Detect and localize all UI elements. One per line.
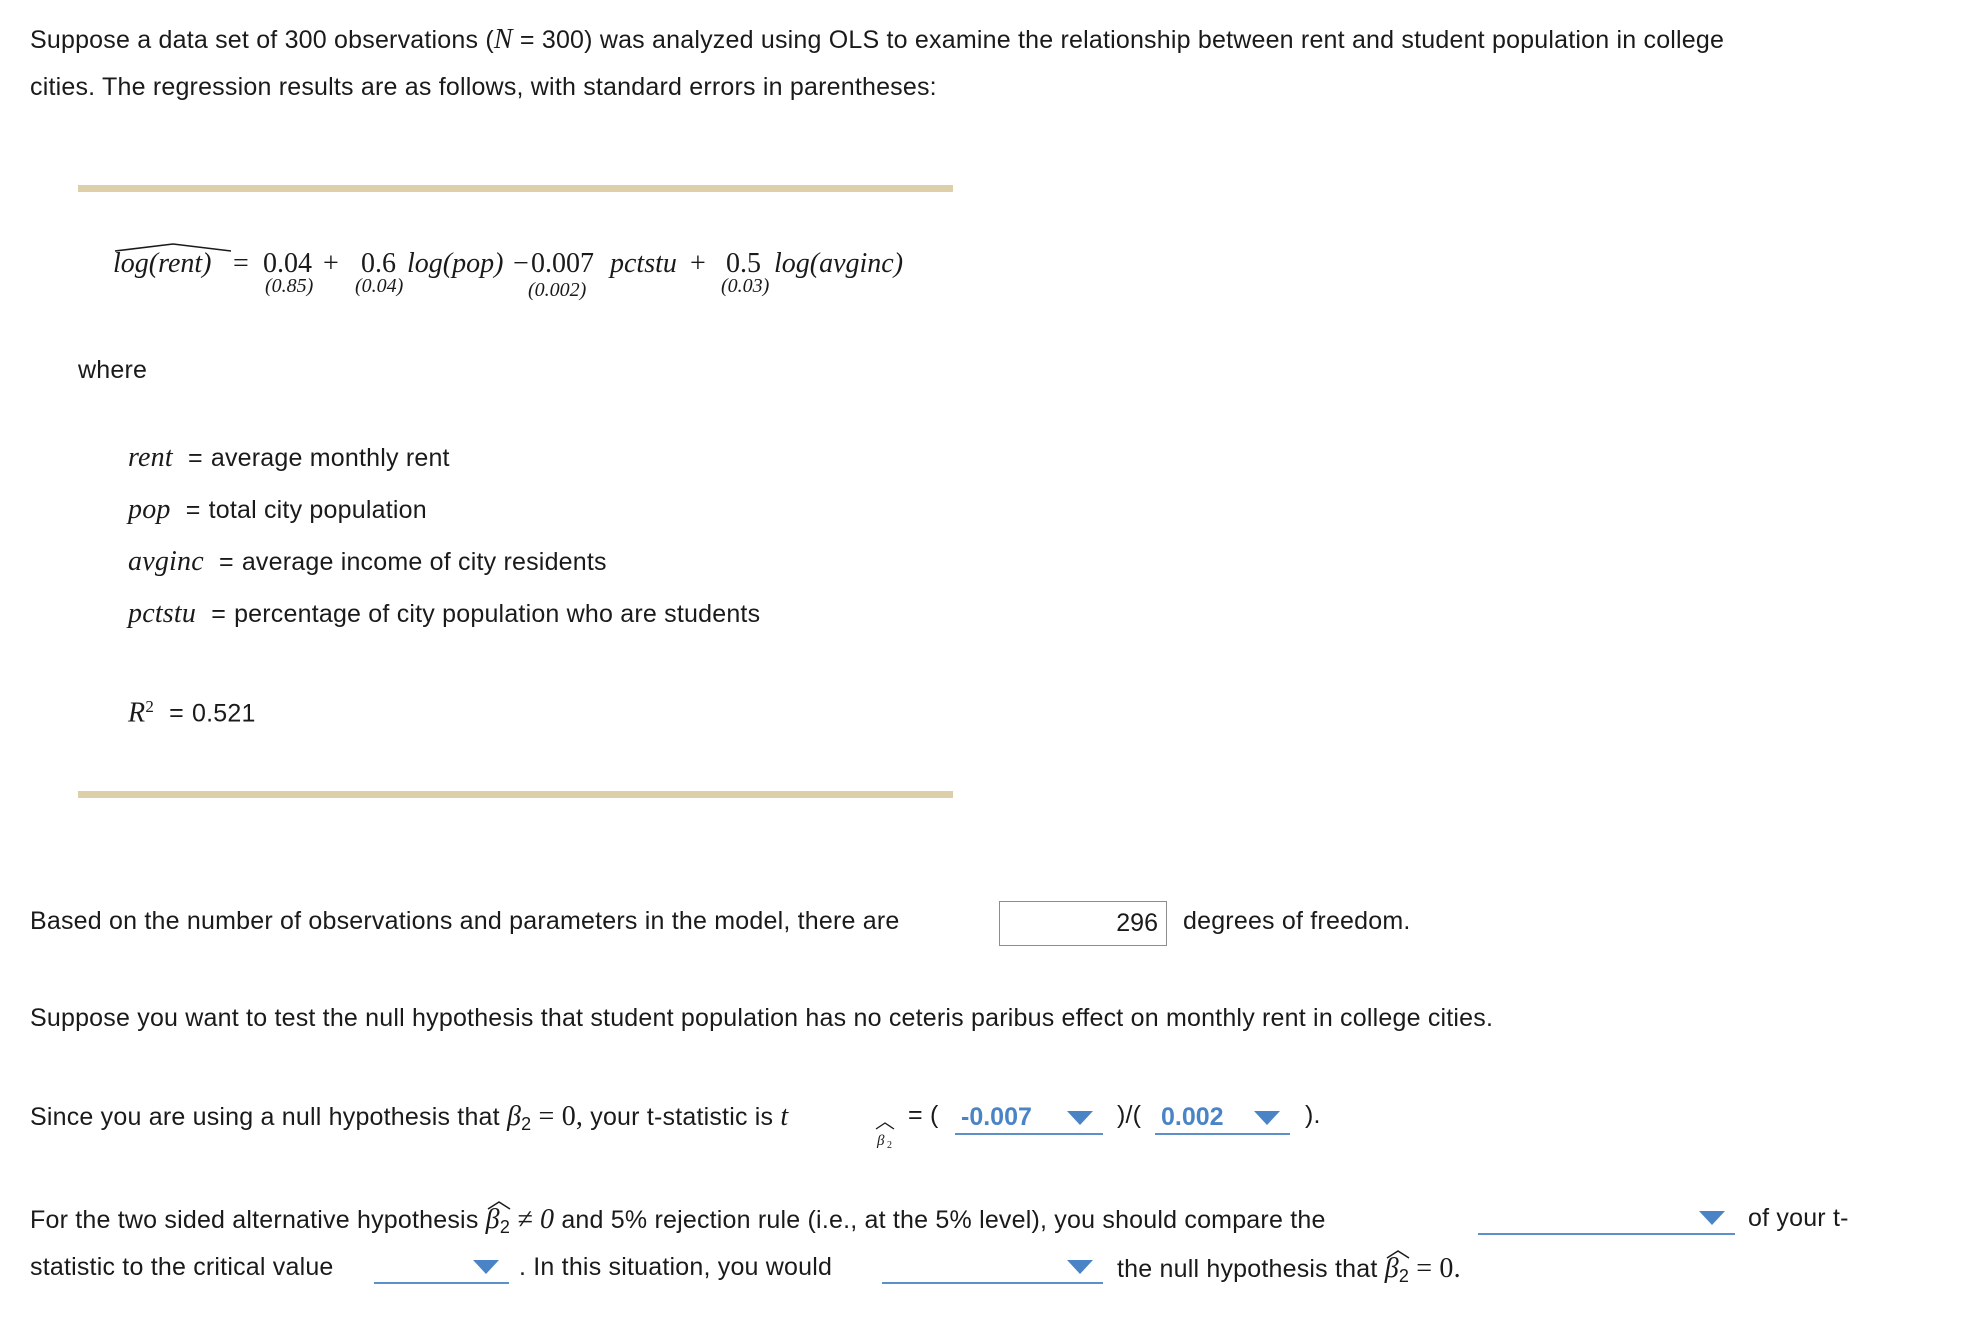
def-pop [128, 494, 427, 526]
numerator-dropdown[interactable] [955, 1101, 1103, 1135]
minus-sign: − [513, 248, 529, 279]
dof-input[interactable] [999, 901, 1167, 946]
def-eq: = [188, 444, 203, 472]
term-log-avginc: log(avginc) [774, 248, 904, 279]
term-log-pop: log(pop) [407, 248, 504, 279]
hat-icon [486, 1200, 512, 1210]
def-var: pop [128, 494, 171, 525]
tstat-line [30, 1101, 788, 1135]
def-pctstu [128, 598, 760, 630]
def-eq: = [185, 496, 201, 524]
statistic-to: statistic to the critical value [30, 1253, 334, 1281]
lhs-text: log(rent) [113, 248, 212, 279]
decision-dropdown[interactable] [882, 1250, 1103, 1284]
term-pctstu: pctstu [610, 248, 677, 279]
def-desc: percentage of city population who are students [234, 600, 761, 628]
chevron-down-icon [1067, 1111, 1093, 1125]
intercept-value: 0.04 [263, 248, 312, 279]
lhs-log-rent [113, 248, 212, 280]
beta-symbol: β [506, 1101, 522, 1132]
mid-paren: )/( [1117, 1101, 1142, 1129]
svg-text:2: 2 [887, 1140, 892, 1150]
t-symbol: t [780, 1101, 789, 1132]
where-label: where [78, 356, 148, 384]
def-eq: = [211, 600, 227, 628]
se-intercept: (0.85) [265, 275, 314, 297]
se-b3: (0.03) [721, 275, 770, 297]
tstat-before: Since you are using a null hypothesis that [30, 1103, 500, 1131]
eq-end: = 0. [1416, 1253, 1461, 1284]
beta-hat [1385, 1253, 1409, 1287]
r-squared [128, 697, 256, 729]
beta-hat [486, 1204, 510, 1238]
def-eq: = [219, 548, 234, 576]
def-avginc [128, 546, 607, 578]
b1-value: 0.6 [361, 248, 396, 279]
dof-after: degrees of freedom. [1183, 907, 1411, 935]
plus-1: + [323, 248, 339, 279]
r2-symbol: R [128, 697, 146, 729]
dof-before: Based on the number of observations and parameters in the model, there are [30, 907, 900, 935]
b3-value: 0.5 [726, 248, 761, 279]
r2-value: 0.521 [191, 699, 256, 728]
neq-zero: ≠ 0 [517, 1204, 555, 1235]
def-var: pctstu [128, 598, 197, 629]
intro-line-1 [30, 24, 1724, 56]
beta-sub: 2 [499, 1217, 511, 1237]
b2-value: 0.007 [531, 248, 594, 279]
def-desc: total city population [208, 496, 427, 524]
of-your-t: of your t- [1748, 1204, 1849, 1232]
se-b1: (0.04) [355, 275, 404, 297]
intro-text-a: Suppose a data set of 300 observations ( [30, 26, 494, 54]
beta-sub: 2 [1398, 1266, 1410, 1286]
null-end [1117, 1253, 1461, 1287]
def-rent [128, 442, 450, 474]
null-hypothesis-text: Suppose you want to test the null hypothesis that student population has no ceteris paribus effect on monthly rent in college cities. [30, 1004, 1494, 1032]
chevron-down-icon [473, 1260, 499, 1274]
numerator-value: -0.007 [961, 1102, 1032, 1131]
eq-paren: = ( [908, 1101, 939, 1129]
compare-dropdown[interactable] [1478, 1201, 1735, 1235]
eq-sign: = [233, 248, 249, 279]
def-var: avginc [128, 546, 204, 577]
eq-zero: = 0, [538, 1101, 584, 1132]
intro-line-2: cities. The regression results are as follows, with standard errors in parentheses: [30, 73, 937, 101]
denominator-dropdown[interactable] [1155, 1101, 1290, 1135]
denominator-value: 0.002 [1161, 1102, 1224, 1131]
null-end-text: the null hypothesis that [1117, 1255, 1378, 1283]
top-rule [78, 185, 953, 192]
critical-value-dropdown[interactable] [374, 1250, 509, 1284]
end-paren: ). [1305, 1101, 1321, 1129]
n-symbol: N [493, 24, 513, 55]
def-desc: average monthly rent [210, 444, 450, 472]
r2-eq: = [169, 699, 184, 728]
svg-text:β: β [877, 1133, 885, 1149]
chevron-down-icon [1699, 1211, 1725, 1225]
beta-symbol: β [485, 1204, 500, 1235]
def-desc: average income of city residents [241, 548, 607, 576]
beta-symbol: β [1384, 1253, 1399, 1284]
tstat-mid: your t-statistic is [590, 1103, 774, 1131]
chevron-down-icon [1067, 1260, 1093, 1274]
def-var: rent [128, 442, 173, 473]
hat-icon [1385, 1249, 1411, 1259]
r2-sup: 2 [145, 697, 155, 716]
two-sided-before: For the two sided alternative hypothesis [30, 1206, 479, 1234]
beta-hat-sub-icon [873, 1120, 897, 1150]
chevron-down-icon [1254, 1111, 1280, 1125]
bottom-rule [78, 791, 953, 798]
hat-icon [113, 242, 233, 252]
two-sided-after: and 5% rejection rule (i.e., at the 5% level), you should compare the [561, 1206, 1326, 1234]
t-subscript [873, 1120, 897, 1150]
in-this-situation: . In this situation, you would [519, 1253, 833, 1281]
beta-sub: 2 [521, 1114, 532, 1134]
intro-text-b: = 300) was analyzed using OLS to examine the relationship between rent and student population in college [512, 26, 1725, 54]
plus-2: + [690, 248, 706, 279]
se-b2: (0.002) [528, 279, 587, 301]
two-sided-line-1 [30, 1204, 1326, 1238]
